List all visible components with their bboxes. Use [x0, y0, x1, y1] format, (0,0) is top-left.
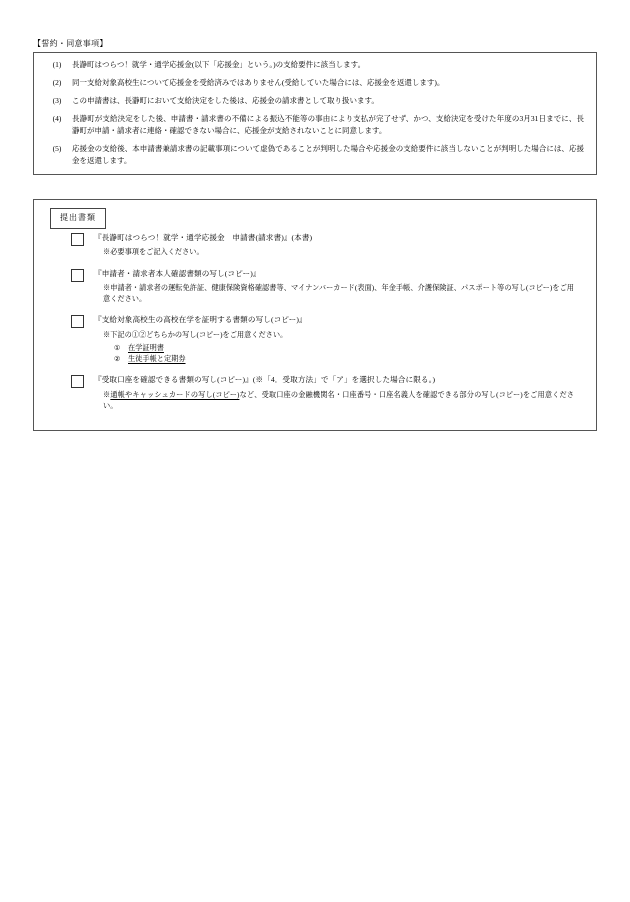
document-body: [94, 314, 582, 365]
document-note: [103, 390, 582, 412]
checkbox-icon[interactable]: [71, 315, 84, 328]
document-body: [94, 232, 582, 259]
agreement-item-number: (5): [52, 143, 62, 153]
agreement-item-text: 長瀞町が支給決定をした後、申請書・請求書の不備による振込不能等の事由により支払が完了せず、かつ、支給決定を受けた年度の3月31日までに、長瀞町が申請・請求者に連絡・確認できない場合に、応援金が支給されないことに同意します。: [72, 114, 584, 135]
agreement-box: [33, 52, 597, 175]
agreement-item-text: 応援金の支給後、本申請書兼請求書の記載事項について虚偽であることが判明した場合や応援金の支給要件に該当しないことが判明した場合には、応援金を返還します。: [72, 144, 584, 165]
agreement-item-number: (3): [52, 95, 62, 105]
document-title: 『受取口座を確認できる書類の写し(コピー)』(※「4．受取方法」で「ア」を選択した場合に限る。): [94, 375, 436, 385]
document-sub-item: [114, 343, 582, 354]
checkbox-icon[interactable]: [71, 269, 84, 282]
agreement-item-text: 同一支給対象高校生について応援金を受給済みではありません(受給していた場合には、応援金を返還します)。: [72, 78, 445, 88]
list-item: [34, 268, 582, 306]
agreement-item: [42, 143, 588, 166]
required-documents-title-wrap: [50, 208, 106, 229]
required-documents-title: 提出書類: [50, 208, 106, 229]
agreement-item-number: (1): [52, 59, 62, 69]
agreement-item: [42, 95, 588, 107]
note-rest-text: など、受取口座の金融機関名・口座番号・口座名義人を確認できる部分の写し(コピー)をご用意ください。: [103, 390, 574, 410]
list-item: [34, 232, 582, 259]
checkbox-cell: [34, 314, 94, 328]
agreement-item-number: (4): [52, 113, 62, 123]
document-note: ※必要事項をご記入ください。: [103, 248, 204, 257]
sub-item-label: 在学証明書: [128, 343, 164, 352]
agreement-item: [42, 59, 588, 71]
required-documents-box: [33, 199, 597, 431]
checkbox-icon[interactable]: [71, 375, 84, 388]
list-item: [34, 314, 582, 365]
document-body: [94, 268, 582, 306]
document-sub-item: [114, 354, 582, 365]
agreement-section-heading: 【誓約・同意事項】: [33, 39, 108, 48]
document-title: 『支給対象高校生の高校在学を証明する書類の写し(コピー)』: [94, 315, 307, 325]
agreement-item: [42, 77, 588, 89]
sub-item-marker: ②: [114, 355, 121, 364]
required-documents-list: [34, 232, 596, 412]
document-note: ※申請者・請求者の運転免許証、健康保険資格確認書等、マイナンバーカード(表面)、年金手帳、介護保険証、パスポート等の写し(コピー)をご用意ください。: [103, 283, 574, 304]
sub-item-marker: ①: [114, 343, 121, 352]
note-underlined-text: 通帳やキャッシュカードの写し(コピー): [110, 390, 240, 399]
note-prefix: ※: [103, 390, 111, 399]
document-note: ※下記の①②どちらかの写し(コピー)をご用意ください。: [103, 330, 288, 339]
document-body: [94, 374, 582, 412]
document-sub-list: [114, 343, 582, 365]
document-title: 『申請者・請求者本人確認書類の写し(コピー)』: [94, 268, 261, 278]
checkbox-cell: [34, 232, 94, 246]
sub-item-label: 生徒手帳と定期券: [128, 355, 186, 364]
agreement-item-text: 長瀞町はつらつ！就学・通学応援金(以下「応援金」という。)の支給要件に該当します。: [72, 60, 366, 69]
agreement-item: [42, 113, 588, 136]
list-item: [34, 374, 582, 412]
agreement-item-text: この申請書は、長瀞町において支給決定をした後は、応援金の請求書として取り扱います。: [72, 96, 379, 106]
checkbox-cell: [34, 374, 94, 388]
checkbox-icon[interactable]: [71, 233, 84, 246]
checkbox-cell: [34, 268, 94, 282]
agreement-item-number: (2): [52, 77, 62, 87]
document-title: 『長瀞町はつらつ！就学・通学応援金 申請書(請求書)』(本書): [94, 233, 313, 242]
